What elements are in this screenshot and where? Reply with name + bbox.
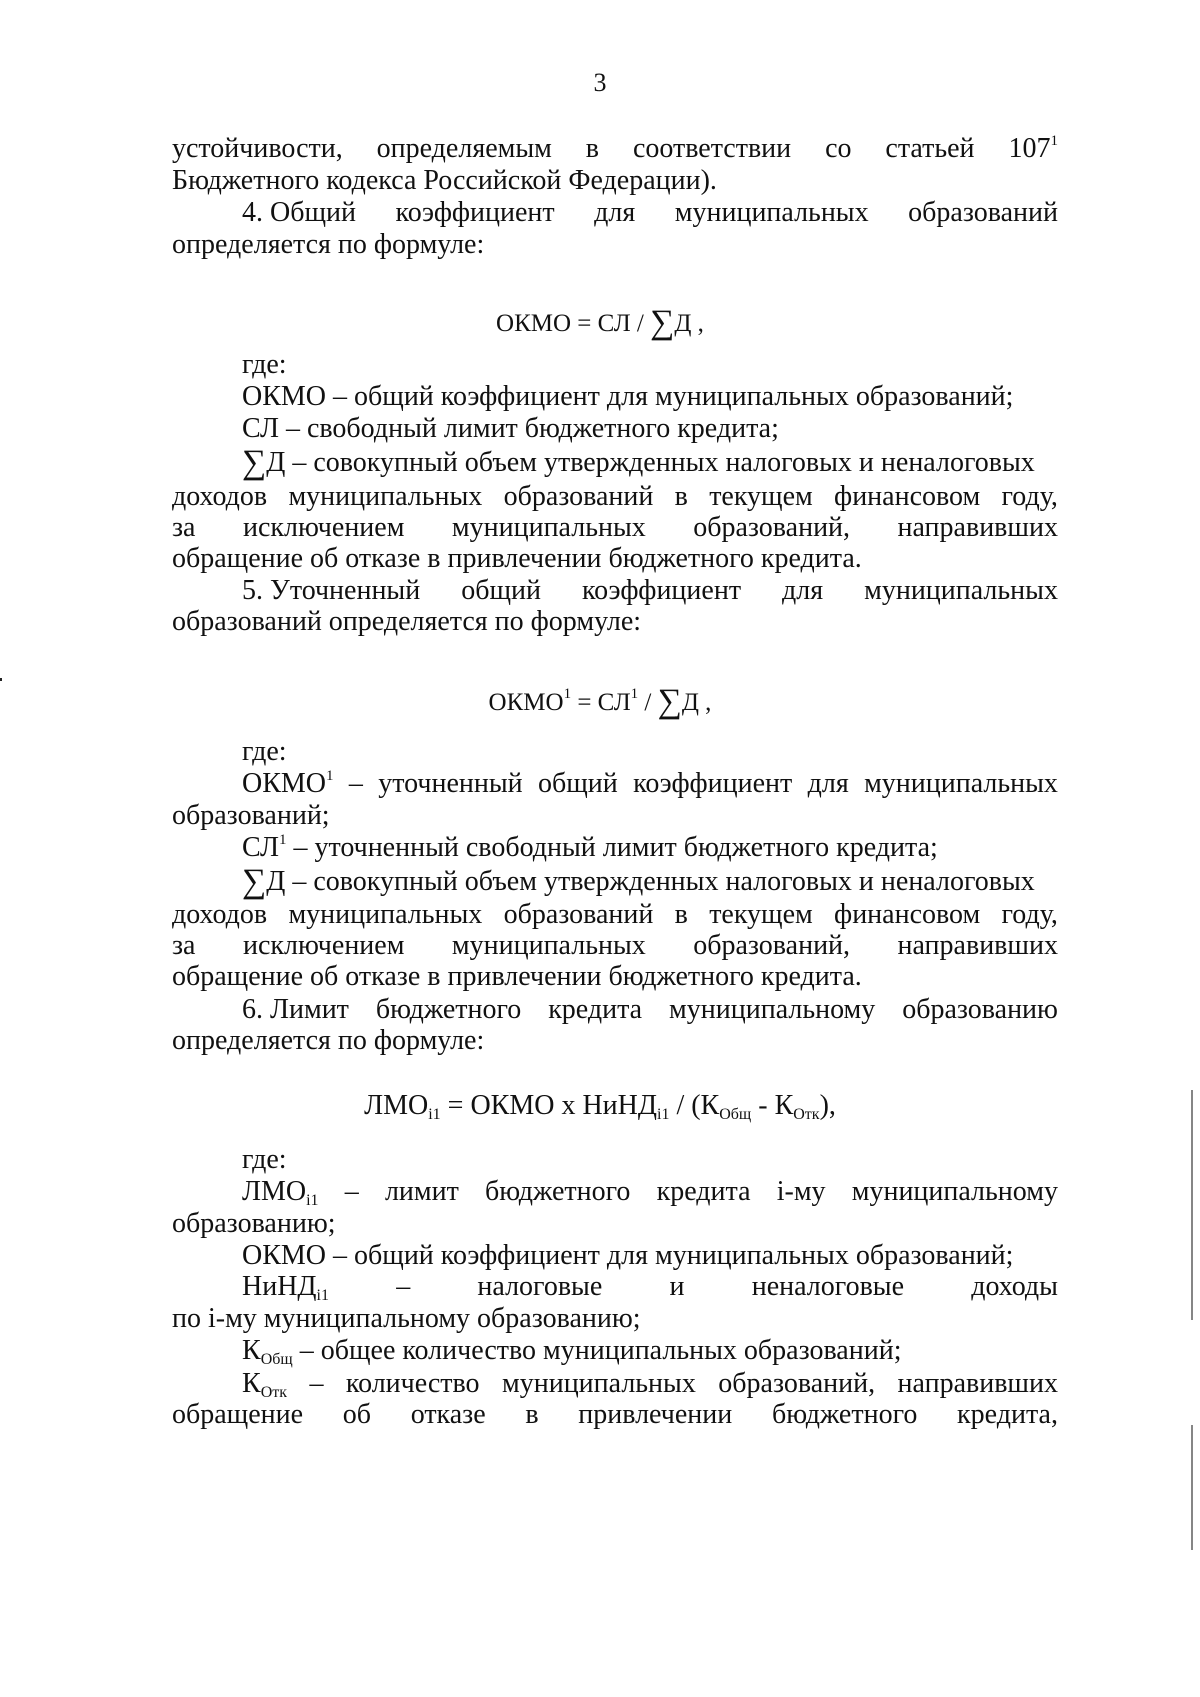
text-line: обращение об отказе в привлечении бюджетного кредита. <box>172 543 862 574</box>
sum-icon: ∑ <box>650 304 675 341</box>
scan-edge-mark <box>0 678 2 681</box>
page-number: 3 <box>593 68 607 97</box>
definition-kobsh: $К_{Общ}$ – общее количество муниципальных образований; <box>242 1335 902 1368</box>
definition-sl: СЛ – свободный лимит бюджетного кредита; <box>242 413 779 444</box>
definition-okmo: ОКМО – общий коэффициент для муниципальных образований; <box>242 381 1014 412</box>
definition-kotk: $К_{Отк}$ – количество муниципальных образований, направивших <box>242 1368 1058 1401</box>
definition-nind: НиНД$_{i1}$ – налоговые и неналоговые доходы <box>242 1271 1058 1304</box>
text-line: образованию; <box>172 1208 336 1239</box>
word: 4. Общий <box>242 197 356 228</box>
formula-okmo1: $ОКМО^1 = СЛ^1 / \sum Д$ , <box>488 683 712 720</box>
text-line <box>172 132 1058 166</box>
word: коэффициент <box>395 197 555 228</box>
sum-icon: ∑ <box>242 444 267 481</box>
text-line: по i-му муниципальному образованию; <box>172 1303 641 1334</box>
text-line: 5. Уточненный общий коэффициент для муниципальных <box>242 575 1058 606</box>
word: для <box>594 197 636 228</box>
text-line: где: <box>242 736 287 767</box>
word: муниципальных <box>674 197 869 228</box>
word: в <box>585 133 600 164</box>
scan-edge-mark <box>1191 1090 1193 1320</box>
text-line: образований; <box>172 800 330 831</box>
definition-sum-d: ∑Д – совокупный объем утвержденных налоговых и неналоговых <box>242 863 1035 900</box>
text-line: обращение об отказе в привлечении бюджетного кредита. <box>172 961 862 992</box>
text-line: 6. Лимит бюджетного кредита муниципальному образованию <box>242 994 1058 1025</box>
text-line: доходов муниципальных образований в текущем финансовом году, <box>172 481 1058 512</box>
sum-icon: ∑ <box>242 863 267 900</box>
text-line <box>242 196 1058 230</box>
formula-okmo: ОКМО = СЛ / ∑Д , <box>496 304 704 341</box>
text-line: где: <box>242 349 287 380</box>
word: со <box>825 133 852 164</box>
definition-sum-d: ∑Д – совокупный объем утвержденных налоговых и неналоговых <box>242 444 1035 481</box>
text-line: обращение об отказе в привлечении бюджетного кредита, <box>172 1399 1058 1430</box>
formula-lmo: $ЛМО_{i1}$ = ОКМО х НиНД$_{i1}$ / $(К_{Общ} - К_{Отк})$, <box>364 1090 836 1123</box>
text-line: Бюджетного кодекса Российской Федерации). <box>172 165 717 196</box>
word: образований <box>908 197 1058 228</box>
article-number: $107^1$ <box>1008 133 1058 164</box>
word: статьей <box>885 133 975 164</box>
word: устойчивости, <box>172 133 343 164</box>
text-line: за исключением муниципальных образований, направивших <box>172 512 1058 543</box>
sum-icon: ∑ <box>657 683 682 720</box>
text-line: определяется по формуле: <box>172 229 485 260</box>
definition-okmo: ОКМО – общий коэффициент для муниципальных образований; <box>242 1240 1014 1271</box>
word: определяемым <box>376 133 552 164</box>
text-line: образований определяется по формуле: <box>172 606 642 637</box>
text-line: за исключением муниципальных образований, направивших <box>172 930 1058 961</box>
definition-okmo1: ОКМО$^1$ – уточненный общий коэффициент для муниципальных <box>242 768 1058 799</box>
scan-edge-mark <box>1191 1425 1193 1550</box>
text-line: где: <box>242 1144 287 1175</box>
text-line: определяется по формуле: <box>172 1025 485 1056</box>
definition-sl1: $СЛ^1$ – уточненный свободный лимит бюджетного кредита; <box>242 832 938 863</box>
word: соответствии <box>632 133 792 164</box>
text-line: доходов муниципальных образований в текущем финансовом году, <box>172 899 1058 930</box>
definition-lmo: $ЛМО_{i1}$ – лимит бюджетного кредита i-му муниципальному <box>242 1176 1058 1209</box>
